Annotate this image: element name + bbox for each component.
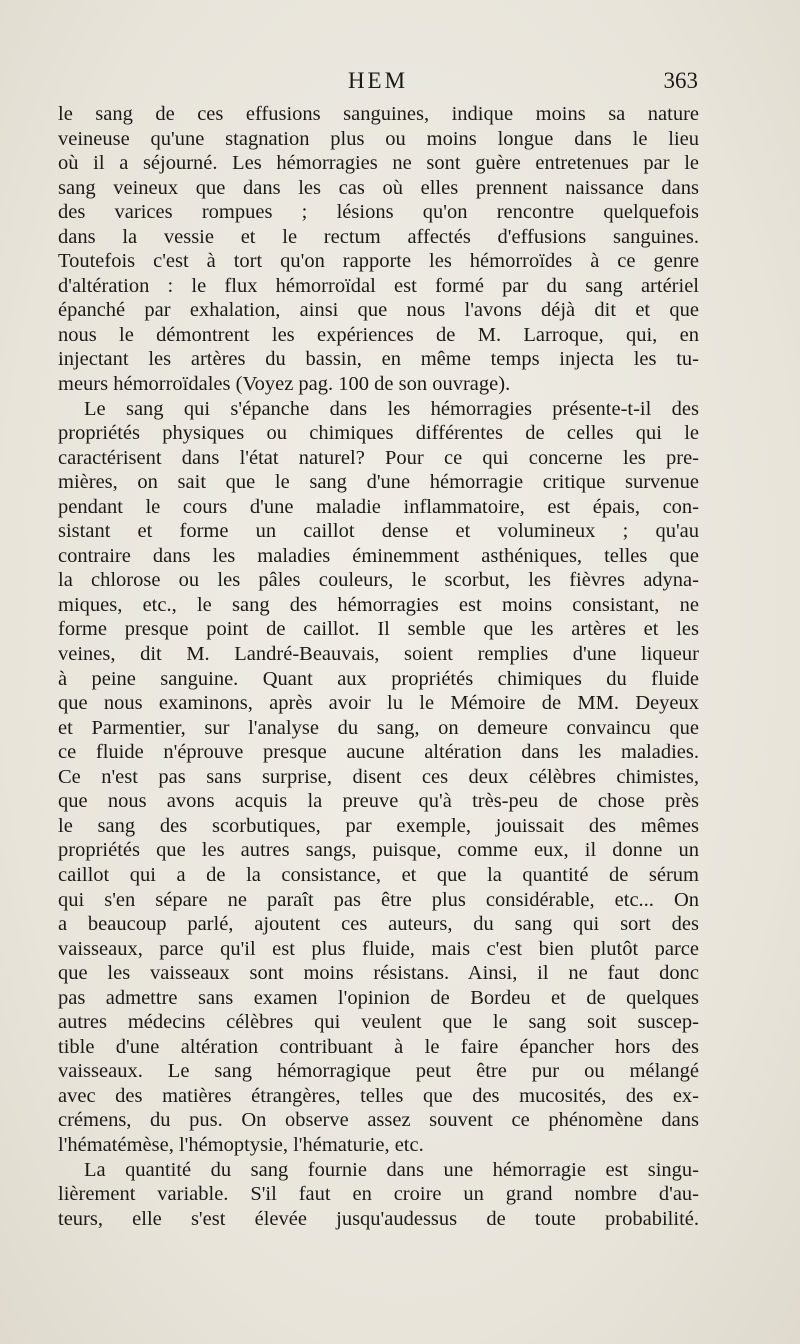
- text-line: sang veineux que dans les cas où elles prennent naissance dans: [58, 176, 699, 199]
- text-line: veineuse qu'une stagnation plus ou moins longue dans le lieu: [58, 127, 699, 150]
- text-line: mières, on sait que le sang d'une hémorragie critique survenue: [58, 471, 699, 494]
- text-line: des varices rompues ; lésions qu'on rencontre quelquefois: [58, 201, 699, 224]
- text-line: vaisseaux, parce qu'il est plus fluide, mais c'est bien plutôt parce: [58, 937, 699, 960]
- text-line: où il a séjourné. Les hémorragies ne sont guère entretenues par le: [58, 152, 699, 175]
- text-line: épanché par exhalation, ainsi que nous l'avons déjà dit et que: [58, 299, 699, 322]
- text-line: crémens, du pus. On observe assez souvent ce phénomène dans: [58, 1109, 699, 1132]
- text-line: miques, etc., le sang des hémorragies est moins consistant, ne: [58, 593, 699, 616]
- text-line: l'hématémèse, l'hémoptysie, l'hématurie, etc.: [58, 1133, 424, 1156]
- text-line: d'altération : le flux hémorroïdal est formé par du sang artériel: [58, 274, 699, 297]
- text-line: le sang des scorbutiques, par exemple, jouissait des mêmes: [58, 814, 699, 837]
- text-line: a beaucoup parlé, ajoutent ces auteurs, du sang qui sort des: [58, 913, 699, 936]
- text-line: que les vaisseaux sont moins résistans. Ainsi, il ne faut donc: [58, 962, 699, 985]
- text-line: propriétés que les autres sangs, puisque, comme eux, il donne un: [58, 839, 699, 862]
- text-line: vaisseaux. Le sang hémorragique peut être pur ou mélangé: [58, 1060, 699, 1083]
- text-line: la chlorose ou les pâles couleurs, le scorbut, les fièvres adyna-: [58, 569, 699, 592]
- text-line: teurs, elle s'est élevée jusqu'audessus de toute probabilité.: [58, 1207, 699, 1230]
- body-text: [58, 102, 699, 1231]
- text-line: et Parmentier, sur l'analyse du sang, on demeure convaincu que: [58, 716, 699, 739]
- page-number: 363: [663, 68, 698, 93]
- text-line: meurs hémorroïdales (Voyez pag. 100 de son ouvrage).: [58, 373, 511, 396]
- text-line: qui s'en sépare ne paraît pas être plus considérable, etc... On: [58, 888, 699, 911]
- text-line: nous le démontrent les expériences de M. Larroque, qui, en: [58, 323, 699, 346]
- text-line: Le sang qui s'épanche dans les hémorragies présente-t-il des: [84, 397, 699, 420]
- text-line: pendant le cours d'une maladie inflammatoire, est épais, con-: [58, 495, 699, 518]
- text-line: caractérisent dans l'état naturel? Pour ce qui concerne les pre-: [58, 446, 699, 469]
- text-line: lièrement variable. S'il faut en croire un grand nombre d'au-: [58, 1183, 699, 1206]
- running-head: HEM: [347, 68, 409, 93]
- text-line: forme presque point de caillot. Il semble que les artères et les: [58, 618, 699, 641]
- text-line: veines, dit M. Landré-Beauvais, soient remplies d'une liqueur: [58, 643, 699, 666]
- page-header: [58, 68, 698, 98]
- text-line: pas admettre sans examen l'opinion de Bordeu et de quelques: [58, 986, 699, 1009]
- text-line: Toutefois c'est à tort qu'on rapporte les hémorroïdes à ce genre: [58, 250, 699, 273]
- text-line: avec des matières étrangères, telles que des mucosités, des ex-: [58, 1084, 699, 1107]
- text-line: le sang de ces effusions sanguines, indique moins sa nature: [58, 103, 699, 125]
- text-line: caillot qui a de la consistance, et que la quantité de sérum: [58, 863, 699, 886]
- text-line: tible d'une altération contribuant à le faire épancher hors des: [58, 1035, 699, 1058]
- text-line: sistant et forme un caillot dense et volumineux ; qu'au: [58, 520, 699, 543]
- text-line: La quantité du sang fournie dans une hémorragie est singu-: [84, 1158, 699, 1181]
- text-line: injectant les artères du bassin, en même temps injecta les tu-: [58, 348, 699, 371]
- text-line: propriétés physiques ou chimiques différentes de celles qui le: [58, 422, 699, 445]
- text-line: à peine sanguine. Quant aux propriétés chimiques du fluide: [58, 667, 699, 690]
- text-line: Ce n'est pas sans surprise, disent ces deux célèbres chimistes,: [58, 765, 699, 788]
- text-line: contraire dans les maladies éminemment asthéniques, telles que: [58, 544, 699, 567]
- text-line: que nous examinons, après avoir lu le Mémoire de MM. Deyeux: [58, 692, 699, 715]
- text-line: ce fluide n'éprouve presque aucune altération dans les maladies.: [58, 741, 699, 764]
- text-line: dans la vessie et le rectum affectés d'effusions sanguines.: [58, 225, 699, 248]
- text-line: autres médecins célèbres qui veulent que le sang soit suscep-: [58, 1011, 699, 1034]
- text-line: que nous avons acquis la preuve qu'à très-peu de chose près: [58, 790, 699, 813]
